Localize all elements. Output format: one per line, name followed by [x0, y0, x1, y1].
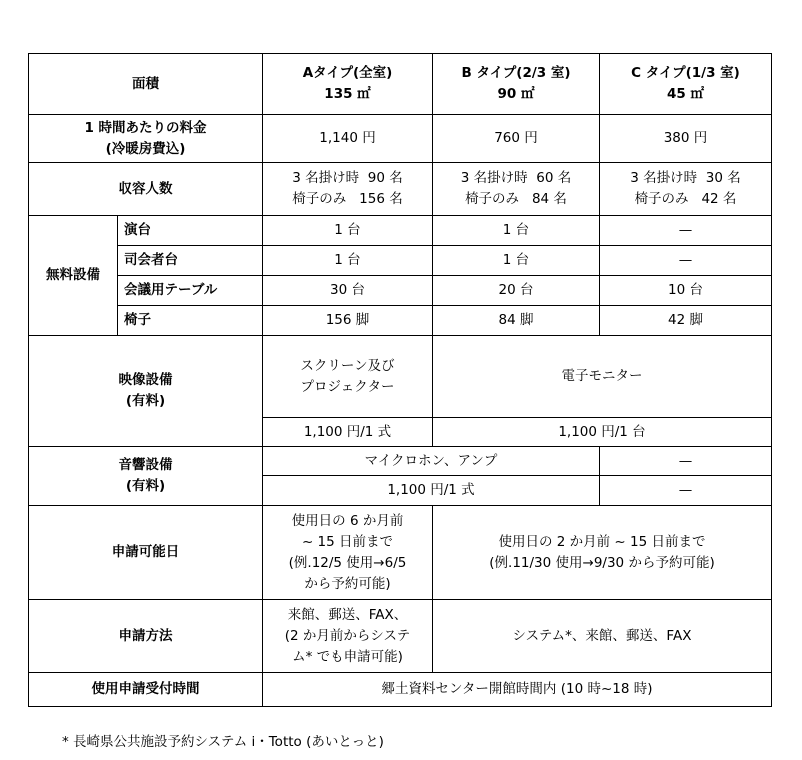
fee-label-line2: (冷暖房費込) [105, 140, 186, 157]
audio-label-line2: (有料) [125, 478, 166, 494]
apply-method-row [29, 600, 772, 673]
apply-method-bc: システム*、来館、郵送、FAX [433, 600, 772, 673]
free-equipment-b: 1 台 [433, 216, 600, 246]
capacity-c-line1-value: 30 名 [705, 170, 741, 186]
capacity-b-line2-value: 84 名 [531, 191, 567, 207]
video-a [263, 336, 433, 418]
fee-a: 1,140 円 [263, 115, 433, 163]
header-type-b [433, 54, 600, 115]
apply-period-bc [433, 506, 772, 600]
apply-method-a-line1: 来館、郵送、FAX、 [287, 606, 408, 623]
free-equipment-c: — [600, 246, 772, 276]
free-equipment-row [29, 216, 772, 246]
free-equipment-a: 1 台 [263, 216, 433, 246]
apply-period-a-line3: (例.12/5 使用→6/5 [288, 554, 407, 571]
free-equipment-item-label: 司会者台 [118, 246, 263, 276]
header-type-b-area: 90 ㎡ [497, 86, 535, 102]
video-label [29, 336, 263, 447]
capacity-c [600, 163, 772, 216]
free-equipment-b: 1 台 [433, 246, 600, 276]
free-equipment-row [29, 306, 772, 336]
video-a-line2: プロジェクター [300, 378, 395, 395]
fee-row [29, 115, 772, 163]
header-type-a-area: 135 ㎡ [324, 86, 371, 102]
free-equipment-row [29, 276, 772, 306]
free-equipment-c: 10 台 [600, 276, 772, 306]
apply-period-a-line2: ~ 15 日前まで [301, 533, 394, 550]
apply-method-a-line2: (2 か月前からシステ [284, 627, 411, 644]
apply-period-bc-line2: (例.11/30 使用→9/30 から予約可能) [489, 554, 715, 571]
apply-method-label: 申請方法 [29, 600, 263, 673]
capacity-a-line1-value: 90 名 [367, 170, 403, 186]
fee-b: 760 円 [433, 115, 600, 163]
free-equipment-a: 30 台 [263, 276, 433, 306]
apply-period-a-line4: から予約可能) [304, 575, 391, 592]
capacity-c-line2-value: 42 名 [701, 191, 737, 207]
free-equipment-c: — [600, 216, 772, 246]
free-equipment-a: 1 台 [263, 246, 433, 276]
video-bc-price: 1,100 円/1 台 [433, 418, 772, 447]
fee-table [28, 53, 772, 707]
header-row [29, 54, 772, 115]
apply-period-a-line1: 使用日の 6 か月前 [291, 512, 404, 529]
free-equipment-item-label: 演台 [118, 216, 263, 246]
free-equipment-b: 84 脚 [433, 306, 600, 336]
free-equipment-label: 無料設備 [29, 216, 118, 336]
free-equipment-a: 156 脚 [263, 306, 433, 336]
reception-row [29, 673, 772, 707]
video-bc: 電子モニター [433, 336, 772, 418]
capacity-c-line1-label: 3 名掛け時 [630, 170, 698, 186]
audio-c: — [600, 447, 772, 476]
capacity-row [29, 163, 772, 216]
capacity-a [263, 163, 433, 216]
fee-c: 380 円 [600, 115, 772, 163]
audio-row [29, 447, 772, 476]
audio-label-line1: 音響設備 [118, 457, 173, 473]
apply-period-row [29, 506, 772, 600]
header-type-c-name: C タイプ(1/3 室) [631, 65, 740, 81]
header-type-a-name: Aタイプ(全室) [302, 65, 393, 81]
audio-ab-price: 1,100 円/1 式 [263, 476, 600, 506]
audio-label [29, 447, 263, 506]
reception-value: 郷土資料センター開館時間内 (10 時~18 時) [263, 673, 772, 707]
free-equipment-c: 42 脚 [600, 306, 772, 336]
footnote: * 長崎県公共施設予約システム i・Totto (あいとっと) [62, 734, 384, 750]
capacity-a-line1-label: 3 名掛け時 [292, 170, 360, 186]
header-type-c [600, 54, 772, 115]
apply-period-bc-line1: 使用日の 2 か月前 ~ 15 日前まで [498, 533, 706, 550]
apply-method-a [263, 600, 433, 673]
free-equipment-item-label: 会議用テーブル [118, 276, 263, 306]
video-label-line2: (有料) [125, 393, 166, 409]
video-row [29, 336, 772, 418]
fee-label-line1: 1 時間あたりの料金 [84, 119, 207, 136]
free-equipment-row [29, 246, 772, 276]
video-a-line1: スクリーン及び [300, 357, 395, 374]
capacity-b-line1-label: 3 名掛け時 [460, 170, 528, 186]
audio-ab: マイクロホン、アンプ [263, 447, 600, 476]
video-a-price: 1,100 円/1 式 [263, 418, 433, 447]
apply-period-label: 申請可能日 [29, 506, 263, 600]
capacity-c-line2-label: 椅子のみ [634, 191, 689, 207]
capacity-b-line2-label: 椅子のみ [465, 191, 520, 207]
capacity-b [433, 163, 600, 216]
fee-label [29, 115, 263, 163]
free-equipment-item-label: 椅子 [118, 306, 263, 336]
header-type-a [263, 54, 433, 115]
apply-period-a [263, 506, 433, 600]
capacity-a-line2-label: 椅子のみ [292, 191, 347, 207]
audio-c-price: — [600, 476, 772, 506]
capacity-b-line1-value: 60 名 [536, 170, 572, 186]
reception-label: 使用申請受付時間 [29, 673, 263, 707]
header-type-c-area: 45 ㎡ [667, 86, 704, 102]
header-area-label: 面積 [29, 54, 263, 115]
video-label-line1: 映像設備 [118, 372, 173, 388]
apply-method-a-line3: ム* でも申請可能) [292, 648, 403, 665]
header-type-b-name: B タイプ(2/3 室) [461, 65, 571, 81]
capacity-a-line2-value: 156 名 [359, 191, 403, 207]
capacity-label: 収容人数 [29, 163, 263, 216]
free-equipment-b: 20 台 [433, 276, 600, 306]
